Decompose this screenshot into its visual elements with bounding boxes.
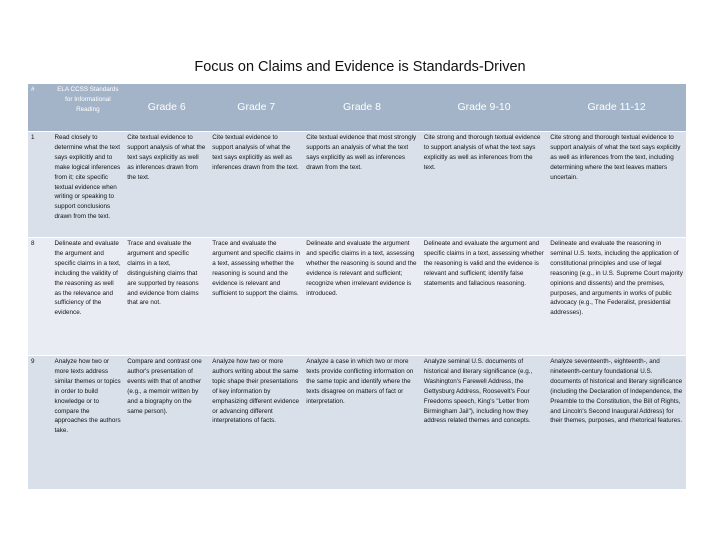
standards-table xyxy=(28,83,686,489)
grade-6-cell: Compare and contrast one author's presentation of events with that of another (e.g., a memoir written by and a biography on the same person). xyxy=(124,355,209,489)
header-row xyxy=(28,83,686,131)
grade-9-10-cell: Cite strong and thorough textual evidence to support analysis of what the text says explicitly as well as inferences from the text. xyxy=(421,131,547,237)
header-grade-11-12: Grade 11-12 xyxy=(547,83,686,131)
grade-8-cell: Analyze a case in which two or more texts provide conflicting information on the same topic and identify where the texts disagree on matters of fact or interpretation. xyxy=(303,355,421,489)
table-row xyxy=(28,355,686,489)
standard-cell: Read closely to determine what the text says explicitly and to make logical inferences from it; cite specific textual evidence when writing or speaking to support conclusions drawn from the text. xyxy=(52,131,125,237)
grade-11-12-cell: Analyze seventeenth-, eighteenth-, and nineteenth-century foundational U.S. documents of historical and literary significance (including the Declaration of Independence, the Preamble to the Constitution, the Bill of Rights, and Lincoln's Second Inaugural Address) for their themes, purposes, and rhetorical features. xyxy=(547,355,686,489)
header-standard: ELA CCSS Standards for Informational Reading xyxy=(52,83,125,131)
grade-8-cell: Delineate and evaluate the argument and specific claims in a text, assessing whether the reasoning is sound and the evidence is relevant and sufficient; recognize when irrelevant evidence is introduced. xyxy=(303,237,421,355)
grade-8-cell: Cite textual evidence that most strongly supports an analysis of what the text says explicitly as well as inferences drawn from the text. xyxy=(303,131,421,237)
grade-6-cell: Cite textual evidence to support analysis of what the text says explicitly as well as inferences drawn from the text. xyxy=(124,131,209,237)
row-number: 1 xyxy=(28,131,52,237)
grade-9-10-cell: Delineate and evaluate the argument and specific claims in a text, assessing whether the reasoning is valid and the evidence is relevant and sufficient; identify false statements and fallacious reasoning. xyxy=(421,237,547,355)
grade-7-cell: Cite textual evidence to support analysis of what the text says explicitly as well as inferences drawn from the text. xyxy=(209,131,303,237)
standard-cell: Analyze how two or more texts address similar themes or topics in order to build knowledge or to compare the approaches the authors take. xyxy=(52,355,125,489)
grade-7-cell: Analyze how two or more authors writing about the same topic shape their presentations of key information by emphasizing different evidence or advancing different interpretations of facts. xyxy=(209,355,303,489)
header-number: # xyxy=(28,83,52,131)
grade-11-12-cell: Delineate and evaluate the reasoning in seminal U.S. texts, including the application of constitutional principles and use of legal reasoning (e.g., in U.S. Supreme Court majority opinions and dissents) and the premises, purposes, and arguments in works of public advocacy (e.g., The Federalist, presidential addresses). xyxy=(547,237,686,355)
header-grade-8: Grade 8 xyxy=(303,83,421,131)
header-grade-7: Grade 7 xyxy=(209,83,303,131)
row-number: 9 xyxy=(28,355,52,489)
page-title: Focus on Claims and Evidence is Standards-Driven xyxy=(194,59,526,75)
grade-7-cell: Trace and evaluate the argument and specific claims in a text, assessing whether the reasoning is sound and the evidence is relevant and sufficient to support the claims. xyxy=(209,237,303,355)
table-row xyxy=(28,131,686,237)
header-grade-9-10: Grade 9-10 xyxy=(421,83,547,131)
row-number: 8 xyxy=(28,237,52,355)
grade-11-12-cell: Cite strong and thorough textual evidence to support analysis of what the text says explicitly as well as inferences from the text, including determining where the text leaves matters uncertain. xyxy=(547,131,686,237)
grade-6-cell: Trace and evaluate the argument and specific claims in a text, distinguishing claims that are supported by reasons and evidence from claims that are not. xyxy=(124,237,209,355)
header-grade-6: Grade 6 xyxy=(124,83,209,131)
grade-9-10-cell: Analyze seminal U.S. documents of historical and literary significance (e.g., Washington's Farewell Address, the Gettysburg Address, Roosevelt's Four Freedoms speech, King's "Letter from Birmingham Jail"), including how they address related themes and concepts. xyxy=(421,355,547,489)
table-row xyxy=(28,237,686,355)
standard-cell: Delineate and evaluate the argument and specific claims in a text, including the validity of the reasoning as well as the relevance and sufficiency of the evidence. xyxy=(52,237,125,355)
